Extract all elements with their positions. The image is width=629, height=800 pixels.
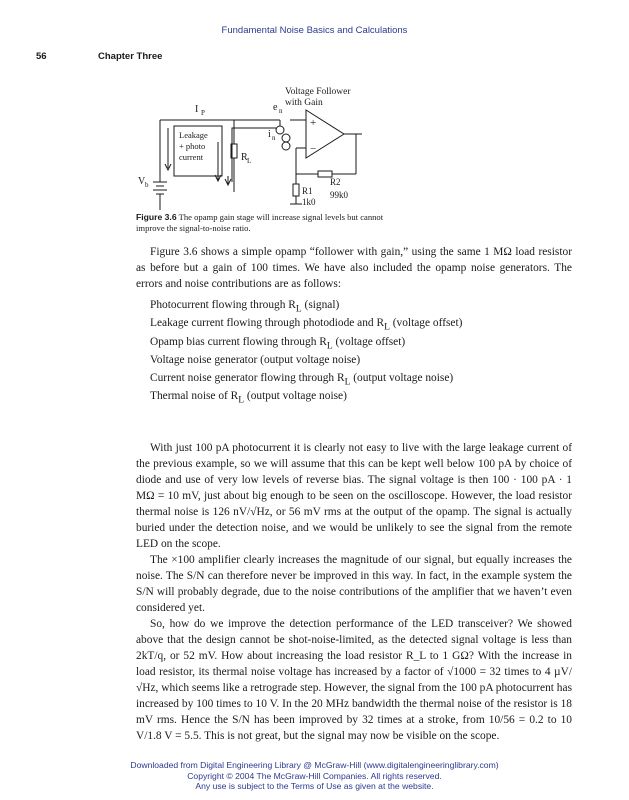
footer-line-1[interactable]: Downloaded from Digital Engineering Library @ McGraw-Hill (www.digitalengineeringlibrary.com) (130, 760, 499, 770)
label-plus-input: + (310, 117, 317, 129)
label-r2: R2 (330, 177, 341, 187)
label-in-sub: n (272, 134, 276, 142)
label-rl-sub: L (247, 157, 252, 165)
label-en: e (273, 102, 278, 113)
label-leakage-1: Leakage (179, 130, 208, 140)
footer (0, 760, 629, 792)
body-text (136, 440, 572, 744)
label-voltage-follower-1: Voltage Follower (285, 87, 351, 97)
figure-caption (136, 212, 396, 234)
label-en-sub: n (279, 107, 283, 115)
label-leakage-3: current (179, 152, 204, 162)
footer-line-3: Any use is subject to the Terms of Use as given at the website. (195, 781, 434, 791)
paragraph-2: With just 100 pA photocurrent it is clearly not easy to live with the large leakage current of the previous example, so we will assume that this can be kept well below 100 pA by choice of diode and use of very low levels of reverse bias. The signal voltage is then 100 · 100 pA · 1 MΩ = 10 mV, just about big enough to be seen on the oscilloscope. However, the load resistor thermal noise is 126 nV/√Hz, or 56 mV rms at the output of the opamp. The signal is actually buried under the detection noise, and we would be unlikely to see the signal from the remote LED on the scope. (136, 442, 572, 550)
label-ip-sub: P (201, 109, 205, 117)
label-voltage-follower-2: with Gain (285, 98, 323, 108)
list-item: Current noise generator flowing through $R_L$ (output voltage noise) (150, 372, 454, 388)
page-number: 56 (36, 51, 47, 62)
figure-caption-text: The opamp gain stage will increase signal levels but cannot improve the signal-to-noise ratio. (136, 212, 384, 233)
label-rl: R (241, 152, 248, 163)
contribution-list (150, 296, 570, 406)
label-in: i (268, 129, 271, 140)
paragraph-1: Figure 3.6 shows a simple opamp “follower with gain,” using the same 1 MΩ load resistor as before but a gain of 100 times. We have also included the opamp noise generators. The errors and noise contributions are as follows: (136, 246, 572, 290)
list-item: Opamp bias current flowing through $R_L$ (voltage offset) (150, 335, 406, 351)
list-item: Leakage current flowing through photodiode and $R_L$ (voltage offset) (150, 317, 463, 333)
label-r1: R1 (302, 186, 313, 196)
footer-line-2: Copyright © 2004 The McGraw-Hill Companies. All rights reserved. (187, 770, 442, 781)
paragraph-3: The ×100 amplifier clearly increases the magnitude of our signal, but equally increases the noise. The S/N can therefore never be improved in this way. In fact, in the example system the S/N will probably degrade, due to the noise contributions of the amplifier that we haven’t even considered yet. (136, 554, 572, 614)
label-vb: V (138, 176, 146, 187)
chapter-title: Chapter Three (98, 51, 163, 62)
label-vb-sub: b (145, 181, 149, 189)
list-item: Photocurrent flowing through $R_L$ (signal) (150, 299, 340, 315)
list-item: Thermal noise of $R_L$ (output voltage noise) (150, 390, 347, 406)
label-r2-value: 99k0 (330, 190, 348, 200)
label-r1-value: 1k0 (302, 197, 316, 207)
paragraph-4: So, how do we improve the detection performance of the LED transceiver? We showed above that the design cannot be shot-noise-limited, as the detected signal voltage is less than 2kT/q, or 52 mV. How about increasing the load resistor R_L to 1 GΩ? With the increase in load resistor, its thermal noise voltage has increased by a factor of √1000 = 32 times to 4 µV/√Hz, which seems like a retrograde step. However, the signal from the 100 pA photocurrent has increased by 100 times to 10 V. In the 20 MHz bandwidth the thermal noise of the resistor is 18 mV rms. Hence the S/N has been improved by 32 times at a stroke, from 10/56 = 0.2 to 10 V/1.8 V = 5.5. This is not great, but the signal may now be visible on the scope. (136, 618, 572, 742)
circuit-diagram (130, 82, 400, 210)
label-leakage-2: + photo (179, 141, 206, 151)
list-item: Voltage noise generator (output voltage noise) (150, 353, 361, 366)
label-ip: I (195, 104, 199, 115)
figure-caption-label: Figure 3.6 (136, 212, 177, 222)
label-minus-input: − (310, 143, 317, 155)
running-head: Fundamental Noise Basics and Calculations (221, 25, 408, 36)
